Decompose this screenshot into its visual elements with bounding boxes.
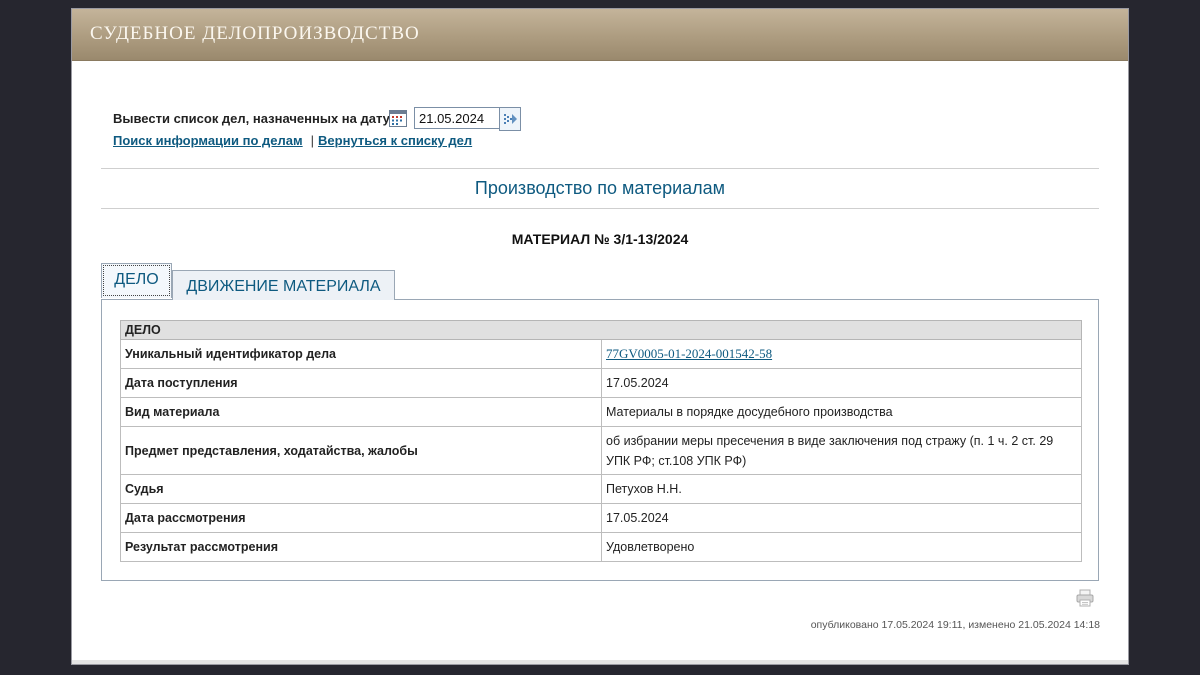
- table-header: ДЕЛО: [121, 321, 1082, 340]
- row-label: Предмет представления, ходатайства, жалобы: [121, 427, 602, 475]
- row-value-line: УПК РФ; ст.108 УПК РФ): [606, 453, 747, 468]
- table-header-row: [121, 321, 1082, 340]
- site-header: [72, 9, 1128, 61]
- row-value-line: об избрании меры пресечения в виде заключения под стражу (п. 1 ч. 2 ст. 29: [606, 433, 1054, 448]
- row-label: Уникальный идентификатор дела: [121, 340, 602, 369]
- arrow-right-icon: [500, 108, 520, 130]
- table-row: [121, 427, 1082, 475]
- table-row: [121, 398, 1082, 427]
- calendar-icon[interactable]: [388, 108, 408, 128]
- row-value: [602, 427, 1082, 475]
- row-value: 17.05.2024: [602, 369, 1082, 398]
- back-to-list-link[interactable]: Вернуться к списку дел: [318, 133, 473, 148]
- case-table: [120, 320, 1082, 562]
- tab-material-movement[interactable]: ДВИЖЕНИЕ МАТЕРИАЛА: [172, 270, 395, 300]
- page: [72, 9, 1128, 664]
- table-row: [121, 475, 1082, 504]
- row-value: Петухов Н.Н.: [602, 475, 1082, 504]
- printer-icon[interactable]: [1075, 588, 1095, 608]
- row-value: Материалы в порядке досудебного производства: [602, 398, 1082, 427]
- table-row: [121, 533, 1082, 562]
- nav-links: [113, 133, 472, 148]
- row-value: 17.05.2024: [602, 504, 1082, 533]
- date-input[interactable]: [414, 107, 500, 129]
- tab-delo[interactable]: ДЕЛО: [101, 263, 172, 298]
- case-uid-link[interactable]: 77GV0005-01-2024-001542-58: [606, 346, 773, 361]
- link-separator: |: [310, 133, 315, 148]
- search-cases-link[interactable]: Поиск информации по делам: [113, 133, 303, 148]
- row-value: [602, 340, 1082, 369]
- row-label: Дата рассмотрения: [121, 504, 602, 533]
- publication-info: опубликовано 17.05.2024 19:11, изменено 21.05.2024 14:18: [810, 619, 1100, 631]
- section-title: Производство по материалам: [474, 178, 726, 198]
- row-label: Результат рассмотрения: [121, 533, 602, 562]
- page-bottom-bar: [72, 660, 1128, 664]
- table-row: [121, 340, 1082, 369]
- table-row: [121, 369, 1082, 398]
- divider: [101, 168, 1099, 169]
- table-row: [121, 504, 1082, 533]
- show-list-button[interactable]: [499, 107, 521, 131]
- date-filter-label: Вывести список дел, назначенных на дату: [113, 111, 390, 126]
- row-label: Вид материала: [121, 398, 602, 427]
- material-title: МАТЕРИАЛ № 3/1-13/2024: [511, 231, 689, 247]
- divider: [101, 208, 1099, 209]
- row-label: Дата поступления: [121, 369, 602, 398]
- row-value: Удовлетворено: [602, 533, 1082, 562]
- tab-panel: [101, 299, 1099, 581]
- header-title: СУДЕБНОЕ ДЕЛОПРОИЗВОДСТВО: [90, 23, 420, 44]
- row-label: Судья: [121, 475, 602, 504]
